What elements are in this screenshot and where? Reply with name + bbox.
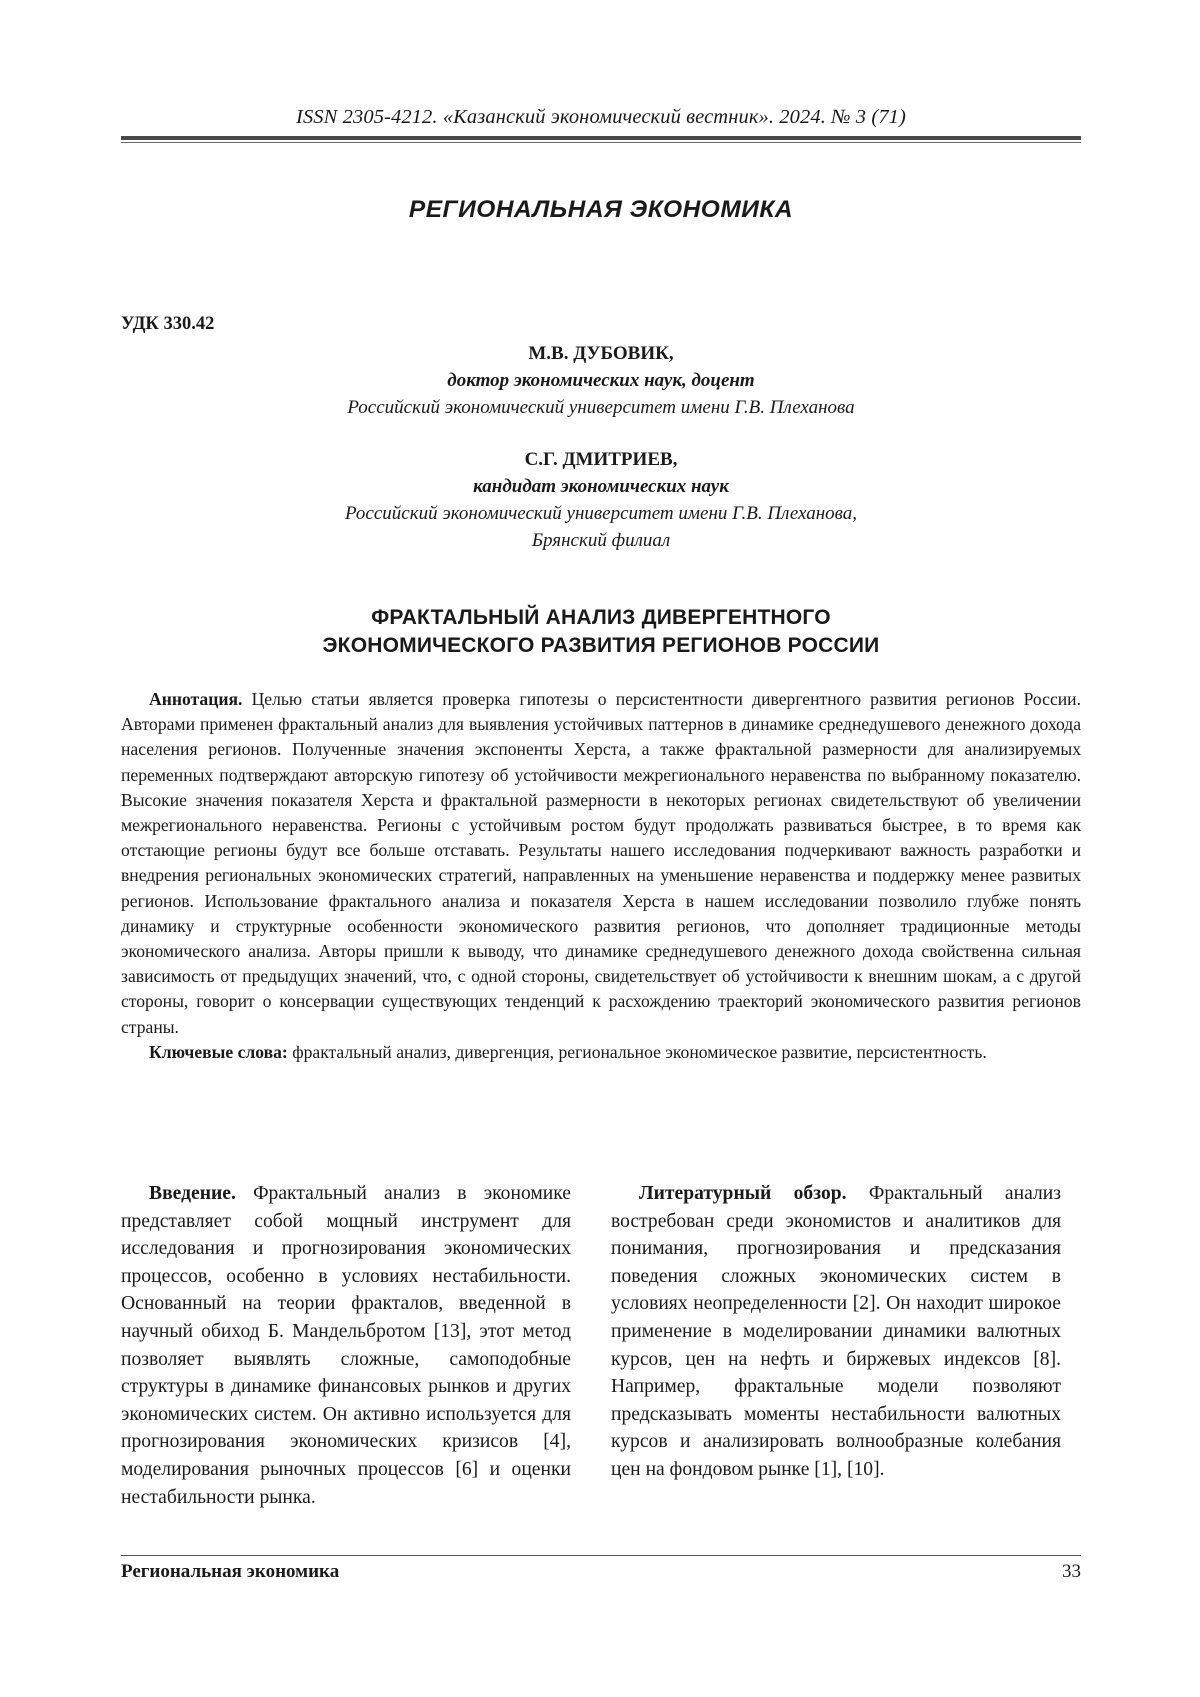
author-block-1	[121, 340, 1081, 421]
keywords-text: фрактальный анализ, дивергенция, региональное экономическое развитие, персистентность.	[292, 1041, 987, 1062]
udc-code: УДК 330.42	[121, 314, 215, 334]
keywords	[121, 1040, 1081, 1065]
author-degree: кандидат экономических наук	[473, 476, 729, 497]
abstract-text: Целью статьи является проверка гипотезы о персистентности дивергентного развития регионов России. Авторами применен фрактальный анализ для выявления устойчивых паттернов в динамике среднедушевого денежного дохода населения регионов. Полученные значения экспоненты Херста, а также фрактальной размерности для анализируемых переменных подтверждают авторскую гипотезу об устойчивости межрегионального неравенства по выбранному показателю. Высокие значения показателя Херста и фрактальной размерности в некоторых регионах свидетельствуют об увеличении межрегионального неравенства. Регионы с устойчивым ростом будут продолжать развиваться быстрее, в то время как отстающие регионы будут все больше отставать. Результаты нашего исследования подчеркивают важность разработки и внедрения региональных экономических стратегий, направленных на уменьшение неравенства и поддержку менее развитых регионов. Использование фрактального анализа и показателя Херста в нашем исследовании позволило глубже понять динамику и структурные особенности экономического развития регионов, что дополняет традиционные методы экономического анализа. Авторы пришли к выводу, что динамике среднедушевого денежного дохода свойственна сильная зависимость от предыдущих значений, что, с одной стороны, свидетельствует об устойчивости к внешним шокам, а с другой стороны, говорит о консервации существующих тенденций к расхождению траекторий экономического развития регионов страны.	[121, 689, 1081, 1037]
journal-page	[121, 0, 1081, 1697]
lit-review-text: Фрактальный анализ востребован среди экономистов и аналитиков для понимания, прогнозирования и предсказания поведения сложных экономических систем в условиях неопределенности [2]. Он находит широкое применение в моделировании динамики валютных курсов, цен на нефть и биржевых индексов [8]. Например, фрактальные модели позволяют предсказывать моменты нестабильности валютных курсов и анализировать волнообразные колебания цен на фондовом рынке [1], [10].	[611, 1183, 1061, 1480]
keywords-label: Ключевые слова:	[149, 1041, 288, 1062]
lit-review-label: Литературный обзор.	[639, 1183, 847, 1204]
abstract	[121, 687, 1081, 1040]
intro-paragraph	[121, 1180, 571, 1511]
author-degree: доктор экономических наук, доцент	[447, 370, 755, 391]
intro-text: Фрактальный анализ в экономике представляет собой мощный инструмент для исследования и прогнозирования экономических процессов, особенно в условиях нестабильности. Основанный на теории фракталов, введенной в научный обиход Б. Мандельбротом [13], этот метод позволяет выявлять сложные, самоподобные структуры в динамике финансовых рынков и других экономических систем. Он активно используется для прогнозирования экономических кризисов [4], моделирования рыночных процессов [6] и оценки нестабильности рынка.	[121, 1183, 571, 1508]
author-name: М.В. ДУБОВИК,	[528, 343, 674, 364]
footer-rule	[121, 1555, 1081, 1556]
author-block-2	[121, 446, 1081, 554]
article-title-line-1: ФРАКТАЛЬНЫЙ АНАЛИЗ ДИВЕРГЕНТНОГО	[371, 606, 831, 629]
author-affiliation-branch: Брянский филиал	[531, 530, 671, 551]
author-affiliation: Российский экономический университет имени Г.В. Плеханова,	[345, 503, 857, 524]
page-number: 33	[1062, 1561, 1081, 1582]
footer-section-name: Региональная экономика	[121, 1561, 340, 1582]
running-header: ISSN 2305-4212. «Казанский экономический вестник». 2024. № 3 (71)	[296, 106, 906, 128]
article-title	[121, 604, 1081, 660]
author-affiliation: Российский экономический университет имени Г.В. Плеханова	[347, 397, 855, 418]
header-rule	[121, 136, 1081, 140]
column-right	[611, 1180, 1061, 1484]
lit-review-paragraph	[611, 1180, 1061, 1484]
column-left	[121, 1180, 571, 1511]
author-name: С.Г. ДМИТРИЕВ,	[524, 449, 678, 470]
abstract-label: Аннотация.	[149, 689, 243, 709]
intro-label: Введение.	[149, 1183, 236, 1204]
section-title: РЕГИОНАЛЬНАЯ ЭКОНОМИКА	[408, 196, 794, 223]
article-title-line-2: ЭКОНОМИЧЕСКОГО РАЗВИТИЯ РЕГИОНОВ РОССИИ	[322, 634, 880, 657]
abstract-block	[121, 687, 1081, 1065]
header-rule-thin	[121, 142, 1081, 143]
